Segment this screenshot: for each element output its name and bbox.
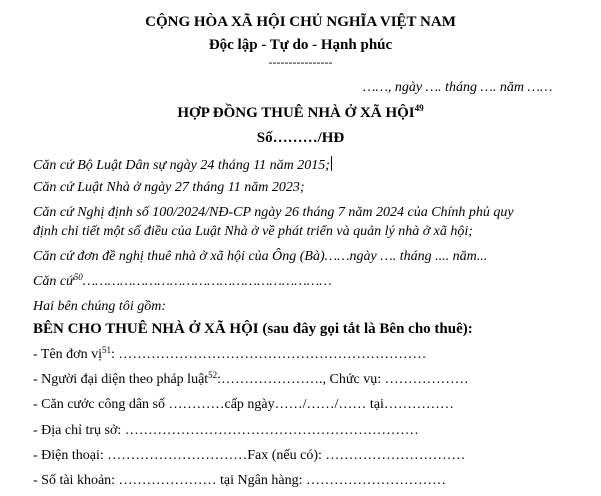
basis-other-dots: …………………………………………………… xyxy=(82,274,332,289)
field-citizen-id: - Căn cước công dân số …………cấp ngày……/……/…… tại…………… xyxy=(33,397,454,412)
nation-header: CỘNG HÒA XÃ HỘI CHỦ NGHĨA VIỆT NAM xyxy=(145,14,456,30)
basis-other-label: Căn cứ xyxy=(33,274,74,289)
field-unit-name xyxy=(33,345,427,362)
field-unit-name-label: - Tên đơn vị xyxy=(33,347,102,362)
field-representative-dots: :…………………., Chức vụ: ……………… xyxy=(217,372,469,387)
motto: Độc lập - Tự do - Hạnh phúc xyxy=(208,37,393,53)
footnote-51: 51 xyxy=(101,345,111,355)
field-representative-label: - Người đại diện theo pháp luật xyxy=(33,372,209,387)
basis-civil-code xyxy=(33,156,332,173)
field-account: - Số tài khoản: ………………… tại Ngân hàng: ………………………… xyxy=(33,473,446,488)
footnote-49: 49 xyxy=(414,103,424,113)
lessor-heading: BÊN CHO THUÊ NHÀ Ở XÃ HỘI (sau đây gọi tắt là Bên cho thuê): xyxy=(33,321,473,337)
field-head-office: - Địa chỉ trụ sở: ……………………………………………………… xyxy=(33,423,419,438)
basis-decree-line2: định chi tiết một số điều của Luật Nhà ở về phát triển và quản lý nhà ở xã hội; xyxy=(33,224,473,239)
field-phone: - Điện thoại: …………………………Fax (nếu có): ………………………… xyxy=(33,448,466,463)
field-unit-name-dots: : ………………………………………………………… xyxy=(110,347,427,362)
text-cursor xyxy=(331,156,332,171)
header-rule: ---------------- xyxy=(268,55,333,69)
field-representative xyxy=(33,370,469,387)
parties-intro: Hai bên chúng tôi gồm: xyxy=(33,299,166,314)
contract-title-text: HỢP ĐỒNG THUÊ NHÀ Ở XÃ HỘI xyxy=(177,105,415,121)
basis-civil-code-text: Căn cứ Bộ Luật Dân sự ngày 24 tháng 11 năm 2015; xyxy=(33,158,330,173)
basis-application: Căn cứ đơn đề nghị thuê nhà ở xã hội của Ông (Bà)……ngày …. tháng .... năm... xyxy=(33,249,488,264)
date-line: ……, ngày …. tháng …. năm …… xyxy=(363,80,553,95)
contract-number: Số………/HĐ xyxy=(256,130,345,146)
footnote-52: 52 xyxy=(208,370,218,380)
footnote-50: 50 xyxy=(73,272,83,282)
contract-title xyxy=(0,103,601,121)
basis-decree-line1: Căn cứ Nghị định số 100/2024/NĐ-CP ngày 26 tháng 7 năm 2024 của Chính phủ quy xyxy=(33,205,514,220)
basis-housing-law: Căn cứ Luật Nhà ở ngày 27 tháng 11 năm 2023; xyxy=(33,180,305,195)
basis-other xyxy=(33,272,332,289)
